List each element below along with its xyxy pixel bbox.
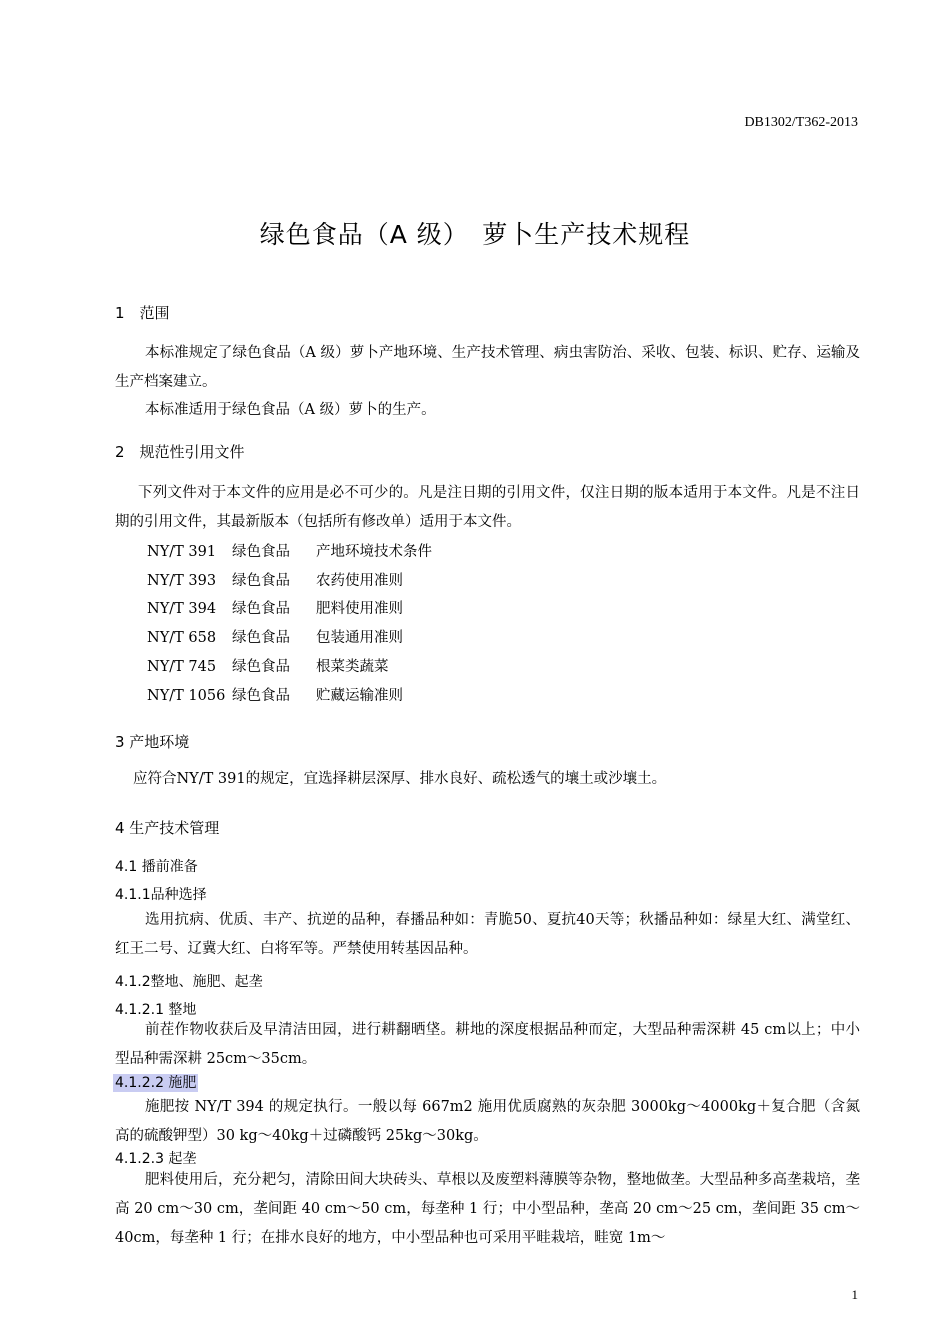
reference-code: NY/T 658 bbox=[147, 630, 217, 646]
section-heading-scope: 1 范围 bbox=[115, 304, 170, 322]
subsection-heading-ridging: 4.1.2.3 起垄 bbox=[115, 1151, 197, 1167]
reference-title: 肥料使用准则 bbox=[316, 601, 403, 617]
tillage-paragraph: 前茬作物收获后及早清洁田园，进行耕翻晒垡。耕地的深度根据品种而定，大型品种需深耕 45 cm以上；中小型品种需深耕 25cm～35cm。 bbox=[115, 1022, 860, 1067]
section-heading-environment: 3 产地环境 bbox=[115, 733, 190, 751]
subsection-heading-pre-sowing: 4.1 播前准备 bbox=[115, 859, 198, 875]
subsection-heading-tillage: 4.1.2.1 整地 bbox=[115, 1002, 197, 1018]
reference-category: 绿色食品 bbox=[232, 544, 290, 560]
scope-paragraph-1: 本标准规定了绿色食品（A 级）萝卜产地环境、生产技术管理、病虫害防治、采收、包装、标识、贮存、运输及生产档案建立。 bbox=[115, 345, 860, 390]
reference-category: 绿色食品 bbox=[232, 573, 290, 589]
reference-category: 绿色食品 bbox=[232, 688, 290, 704]
reference-code: NY/T 393 bbox=[147, 573, 217, 589]
reference-item bbox=[147, 655, 389, 676]
variety-selection-paragraph: 选用抗病、优质、丰产、抗逆的品种，春播品种如：青脆50、夏抗40天等；秋播品种如：绿星大红、满堂红、红王二号、辽冀大红、白将军等。严禁使用转基因品种。 bbox=[115, 912, 860, 957]
reference-item bbox=[147, 540, 432, 561]
scope-paragraph-2: 本标准适用于绿色食品（A 级）萝卜的生产。 bbox=[145, 402, 436, 418]
reference-title: 贮藏运输准则 bbox=[316, 688, 403, 704]
reference-code: NY/T 391 bbox=[147, 544, 217, 560]
reference-title: 农药使用准则 bbox=[316, 573, 403, 589]
section-heading-production-management: 4 生产技术管理 bbox=[115, 819, 220, 837]
subsection-heading-variety-selection: 4.1.1品种选择 bbox=[115, 887, 207, 903]
reference-item bbox=[147, 626, 403, 647]
fertilization-paragraph: 施肥按 NY/T 394 的规定执行。一般以每 667m2 施用优质腐熟的灰杂肥 3000kg～4000kg＋复合肥（含氮高的硫酸钾型）30 kg～40kg＋过磷酸钙 25kg～30kg。 bbox=[115, 1099, 860, 1144]
references-intro: 下列文件对于本文件的应用是必不可少的。凡是注日期的引用文件，仅注日期的版本适用于本文件。凡是不注日期的引用文件，其最新版本（包括所有修改单）适用于本文件。 bbox=[115, 485, 860, 530]
page-number: 1 bbox=[851, 1287, 858, 1302]
reference-item bbox=[147, 684, 403, 705]
reference-category: 绿色食品 bbox=[232, 659, 290, 675]
reference-item bbox=[147, 597, 403, 618]
subsection-heading-land-preparation: 4.1.2整地、施肥、起垄 bbox=[115, 974, 263, 990]
reference-title: 包装通用准则 bbox=[316, 630, 403, 646]
reference-code: NY/T 394 bbox=[147, 601, 217, 617]
reference-code: NY/T 745 bbox=[147, 659, 217, 675]
reference-category: 绿色食品 bbox=[232, 630, 290, 646]
reference-title: 根菜类蔬菜 bbox=[316, 659, 389, 675]
environment-paragraph: 应符合NY/T 391的规定，宜选择耕层深厚、排水良好、疏松透气的壤土或沙壤土。 bbox=[133, 771, 667, 787]
subsection-heading-fertilization bbox=[113, 1072, 198, 1092]
section-heading-normative-references: 2 规范性引用文件 bbox=[115, 443, 245, 461]
reference-code: NY/T 1056 bbox=[147, 688, 226, 704]
ridging-paragraph: 肥料使用后，充分耙匀，清除田间大块砖头、草根以及废塑料薄膜等杂物，整地做垄。大型品种多高垄栽培，垄高 20 cm～30 cm，垄间距 40 cm～50 cm，每垄种 1 行；中小型品种，垄高 20 cm～25 cm，垄间距 35 cm～40cm，每垄种 1 行；在排水良好的地方，中小型品种也可采用平畦栽培，畦宽 1m～ bbox=[115, 1172, 860, 1246]
reference-category: 绿色食品 bbox=[232, 601, 290, 617]
document-title: 绿色食品（A 级） 萝卜生产技术规程 bbox=[259, 220, 691, 249]
document-number: DB1302/T362-2013 bbox=[744, 115, 858, 130]
reference-item bbox=[147, 569, 403, 590]
reference-title: 产地环境技术条件 bbox=[316, 544, 432, 560]
highlighted-heading-text: 4.1.2.2 施肥 bbox=[115, 1075, 197, 1091]
